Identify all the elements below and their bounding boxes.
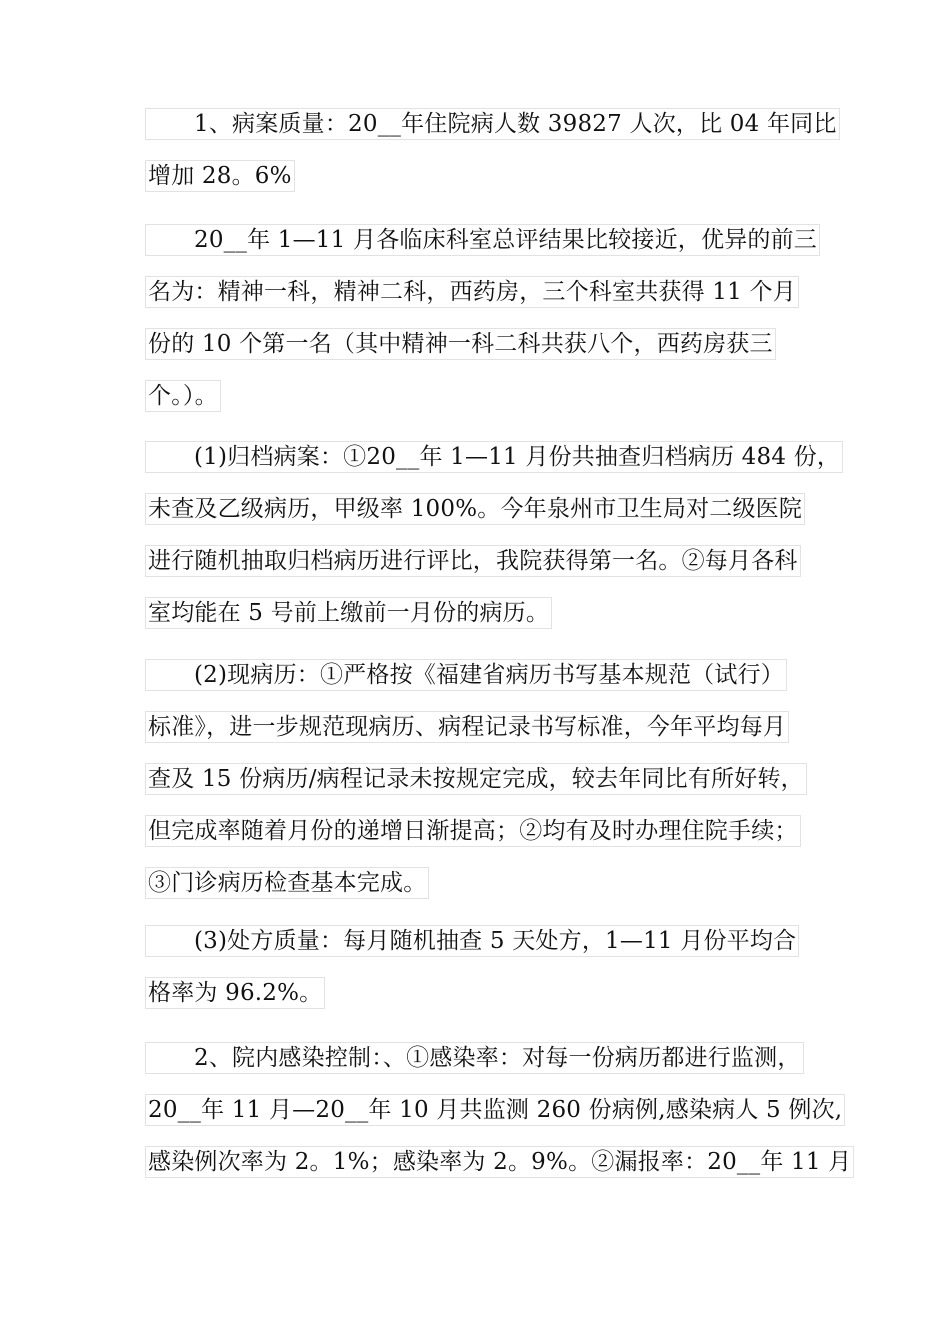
text-line: 室均能在 5 号前上缴前一月份的病历。 [145,586,810,638]
text-line: 标准》，进一步规范现病历、病程记录书写标准，今年平均每月 [145,700,810,752]
paragraph-current-records [145,648,810,908]
text-line: 1、病案质量：20__年住院病人数 39827 人次，比 04 年同比 [145,97,810,149]
text-line: 增加 28。6% [145,149,810,201]
text-line: 20__年 11 月—20__年 10 月共监测 260 份病例,感染病人 5 例次, [145,1083,810,1135]
paragraph-infection-control [145,1031,852,1187]
text-line: 20__年 1—11 月各临床科室总评结果比较接近，优异的前三 [145,213,810,265]
text-line: (3)处方质量：每月随机抽查 5 天处方，1—11 月份平均合 [145,914,810,966]
text-line: 个。）。 [145,369,810,421]
text-line: (1)归档病案：①20__年 1—11 月份共抽查归档病历 484 份， [145,430,810,482]
text-line: (2)现病历：①严格按《福建省病历书写基本规范（试行） [145,648,810,700]
text-line: 2、院内感染控制：、①感染率：对每一份病历都进行监测， [145,1031,810,1083]
text-line: 查及 15 份病历/病程记录未按规定完成，较去年同比有所好转， [145,752,810,804]
text-line: 份的 10 个第一名（其中精神一科二科共获八个，西药房获三 [145,317,810,369]
paragraph-case-quality [145,97,837,201]
text-line: 名为：精神一科，精神二科，西药房，三个科室共获得 11 个月 [145,265,810,317]
text-line: ③门诊病历检查基本完成。 [145,856,810,908]
text-line: 格率为 96.2%。 [145,966,810,1018]
text-line: 感染例次率为 2。1%；感染率为 2。9%。②漏报率：20__年 11 月 [145,1135,810,1187]
text-line: 未查及乙级病历，甲级率 100%。今年泉州市卫生局对二级医院 [145,482,810,534]
paragraph-prescription-quality [145,914,810,1018]
paragraph-archived-records [145,430,841,638]
text-line: 进行随机抽取归档病历进行评比，我院获得第一名。②每月各科 [145,534,810,586]
paragraph-department-ranking [145,213,817,421]
text-line: 但完成率随着月份的递增日渐提高；②均有及时办理住院手续； [145,804,810,856]
